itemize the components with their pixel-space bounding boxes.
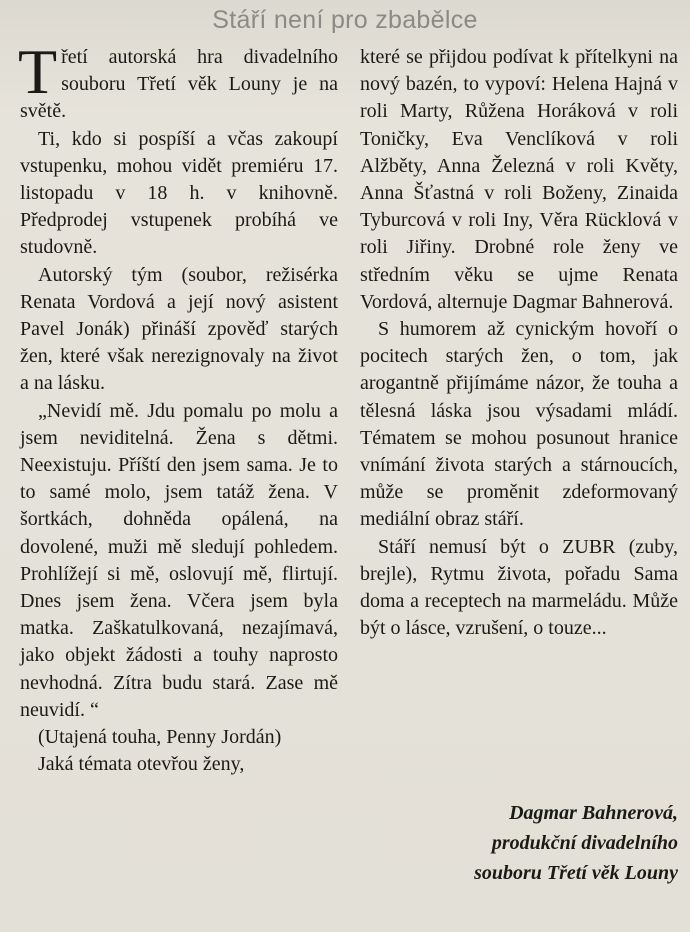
left-column — [18, 36, 338, 778]
paragraph-citation: (Utajená touha, Penny Jordán) — [38, 726, 282, 749]
paragraph-humor: S humorem až cynickým hovoří o pocitech starých žen, o tom, jak arogantně přijímáme názor, že touha a tělesná láska jsou výsadami mládí. Tématem se mohou posunout hranice vnímání života starých a stárnoucích, může se proměnit zdeformovaný mediální obraz stáří. — [360, 318, 678, 531]
paragraph-3: Autorský tým (soubor, režisérka Renata Vordová a její nový asistent Pavel Jonák) přináší zpověď starých žen, které však nerezignovaly na život a na lásku. — [20, 263, 338, 395]
paragraph-continued: Jaká témata otevřou ženy, — [38, 753, 245, 776]
paragraph-quote: „Nevidí mě. Jdu pomalu po molu a jsem neviditelná. Žena s dětmi. Neexistuju. Příští den jsem sama. Je to to samé molo, jsem tatáž žena. V šortkách, dohněda opálená, na dovolené, muži mě sledují pohledem. Prohlížejí si mě, oslovují mě, flirtují. Dnes jsem žena. Včera jsem byla matka. Zaškatulkovaná, nezajímavá, jako objekt žádosti a touhy naprosto nevhodná. Zítra budu stará. Zase mě neuvidí. “ — [20, 399, 338, 721]
author-affiliation: souboru Třetí věk Louny — [474, 862, 678, 884]
paragraph-closing: Stáří nemusí být o ZUBR (zuby, brejle), Rytmu života, pořadu Sama doma a receptech na marmeládu. Může být o lásce, vzrušení, o touze... — [360, 535, 678, 640]
paragraph-2: Ti, kdo si pospíší a včas zakoupí vstupenku, mohou vidět premiéru 17. listopadu v 18 h. v knihovně. Předprodej vstupenek probíhá ve studovně. — [20, 127, 338, 259]
author-name: Dagmar Bahnerová, — [509, 802, 678, 824]
author-signature — [380, 798, 678, 888]
paragraph-cast: které se přijdou podívat k přítelkyni na nový bazén, to vypoví: Helena Hajná v roli Marty, Růžena Horáková v roli Toničky, Eva Venclíková v roli Alžběty, Anna Železná v roli Květy, Anna Šťastná v roli Boženy, Zinaida Tyburcová v roli Iny, Věra Rücklová v roli Jiřiny. Drobné role ženy ve středním věku se ujme Renata Vordová, alternuje Dagmar Bahnerová. — [360, 46, 678, 313]
right-column — [360, 44, 678, 642]
author-role: produkční divadelního — [491, 832, 678, 854]
paragraph-1: Třetí autorská hra divadelního souboru Třetí věk Louny je na světě. — [18, 36, 338, 123]
article-headline: Stáří není pro zbabělce — [212, 6, 478, 34]
drop-cap: T — [18, 36, 58, 107]
